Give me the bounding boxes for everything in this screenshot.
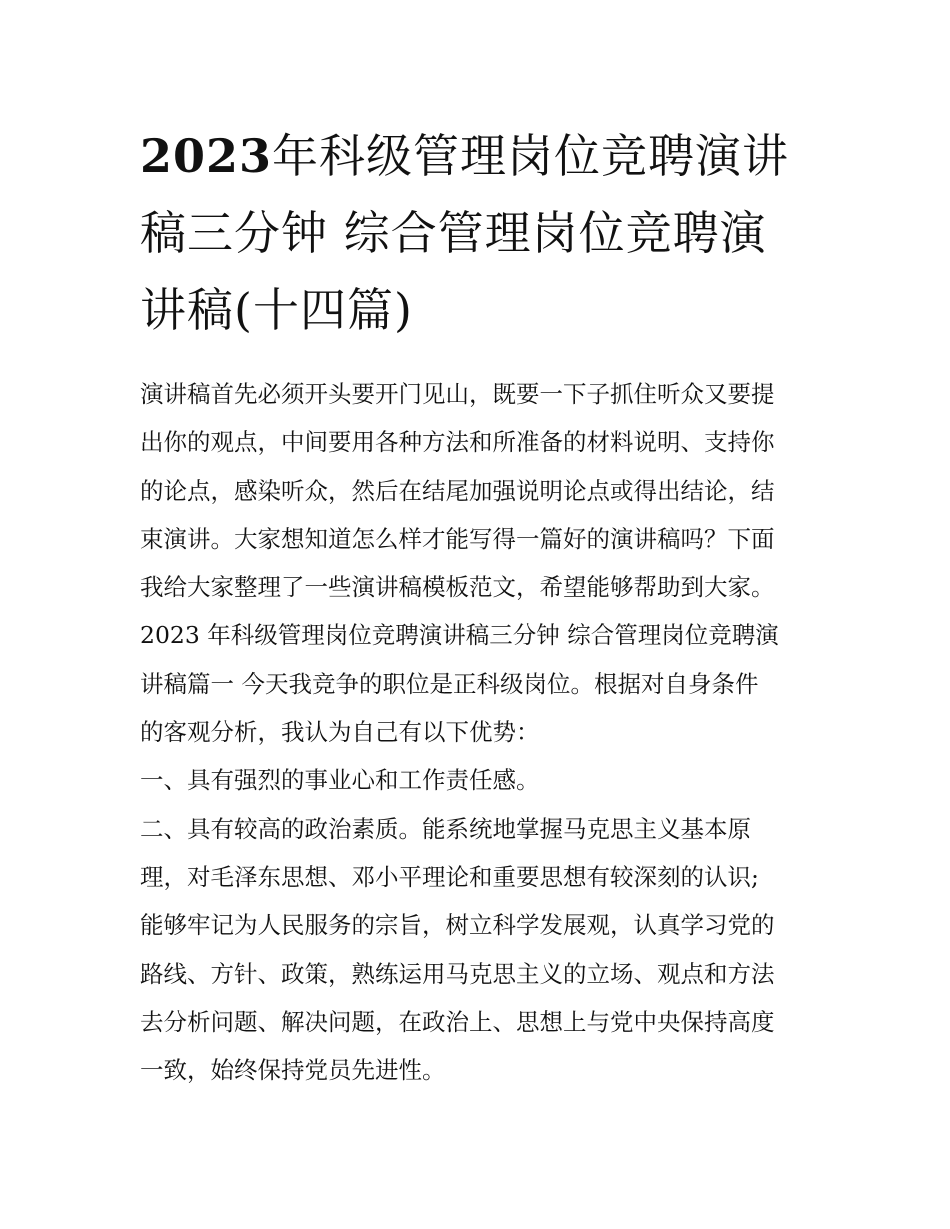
title-year: 2023 bbox=[140, 129, 273, 183]
body-line: 演讲稿首先必须开头要开门见山，既要一下子抓住听众又要提 bbox=[140, 380, 775, 408]
body-line: 的客观分析，我认为自己有以下优势： bbox=[140, 718, 540, 747]
body-line: 讲稿篇一 今天我竞争的职位是正科级岗位。根据对自身条件 bbox=[140, 669, 759, 698]
document-page bbox=[140, 118, 820, 1094]
body-line: 出你的观点，中间要用各种方法和所准备的材料说明、支持你 bbox=[140, 428, 775, 457]
body-line: 2023 年科级管理岗位竞聘演讲稿三分钟 综合管理岗位竞聘演 bbox=[140, 621, 779, 650]
title-line-1-text: 年科级管理岗位竞聘演讲 bbox=[272, 129, 790, 183]
body-line: 理，对毛泽东思想、邓小平理论和重要思想有较深刻的认识; bbox=[140, 862, 759, 891]
body-line: 束演讲。大家想知道怎么样才能写得一篇好的演讲稿吗？下面 bbox=[140, 524, 775, 553]
document-title bbox=[140, 118, 820, 349]
body-line: 二、具有较高的政治素质。能系统地掌握马克思主义基本原 bbox=[140, 814, 751, 843]
body-line: 路线、方针、政策，熟练运用马克思主义的立场、观点和方法 bbox=[140, 959, 775, 988]
title-line-3: 讲稿(十四篇) bbox=[140, 283, 413, 337]
body-line: 的论点，感染听众，然后在结尾加强说明论点或得出结论，结 bbox=[140, 476, 775, 505]
title-line-2: 稿三分钟 综合管理岗位竞聘演 bbox=[140, 206, 767, 260]
document-body bbox=[140, 370, 820, 1094]
body-line: 一、具有强烈的事业心和工作责任感。 bbox=[140, 766, 540, 795]
body-line: 一致，始终保持党员先进性。 bbox=[140, 1056, 446, 1085]
body-line: 能够牢记为人民服务的宗旨，树立科学发展观，认真学习党的 bbox=[140, 911, 775, 940]
body-line: 我给大家整理了一些演讲稿模板范文，希望能够帮助到大家。 bbox=[140, 573, 775, 602]
body-line: 去分析问题、解决问题，在政治上、思想上与党中央保持高度 bbox=[140, 1007, 775, 1036]
title-line-1 bbox=[140, 129, 789, 183]
